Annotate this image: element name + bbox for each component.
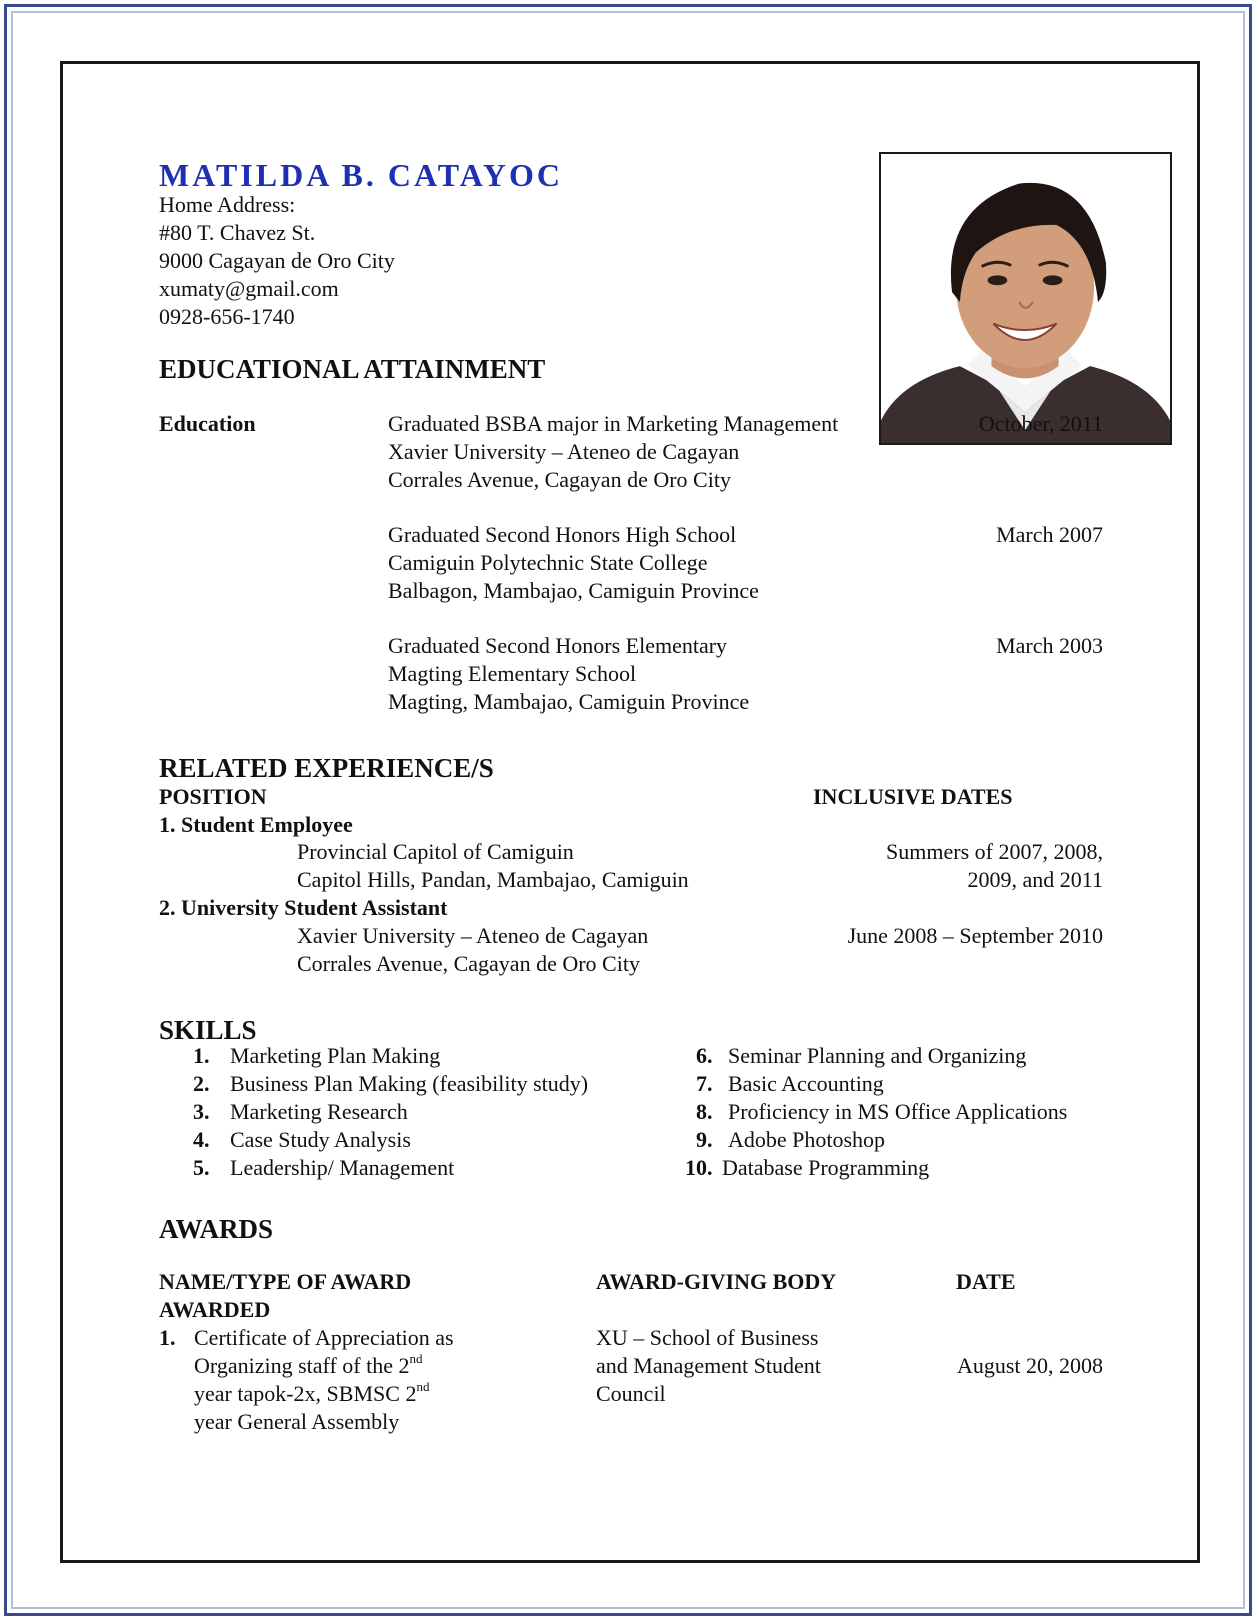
awards-heading: AWARDS — [159, 1214, 274, 1244]
edu-1-date: October, 2011 — [978, 411, 1103, 436]
skill-num: 10. — [685, 1155, 713, 1180]
skill-text: Case Study Analysis — [230, 1127, 411, 1152]
skill-num: 6. — [696, 1043, 713, 1068]
edu-3-line2: Magting Elementary School — [388, 661, 637, 686]
skills-heading: SKILLS — [159, 1015, 257, 1045]
award-1-line4: year General Assembly — [194, 1409, 400, 1434]
award-1-line1: Certificate of Appreciation as — [194, 1325, 454, 1350]
edu-2-line2: Camiguin Polytechnic State College — [388, 550, 708, 575]
education-label: Education — [159, 411, 256, 436]
address-label: Home Address: — [159, 192, 296, 217]
phone: 0928-656-1740 — [159, 304, 295, 329]
exp-1-date2: 2009, and 2011 — [967, 867, 1103, 892]
experience-heading: RELATED EXPERIENCE/S — [159, 753, 494, 783]
skill-text: Basic Accounting — [728, 1071, 884, 1096]
exp-1-line2: Capitol Hills, Pandan, Mambajao, Camiguin — [297, 867, 689, 892]
edu-2-line1: Graduated Second Honors High School — [388, 522, 737, 547]
email: xumaty@gmail.com — [159, 276, 339, 301]
skill-text: Proficiency in MS Office Applications — [728, 1099, 1068, 1124]
skill-num: 5. — [193, 1155, 210, 1180]
skill-num: 7. — [696, 1071, 713, 1096]
award-1-line3: year tapok-2x, SBMSC 2nd — [194, 1378, 430, 1406]
edu-1-line2: Xavier University – Ateneo de Cagayan — [388, 439, 740, 464]
education-heading: EDUCATIONAL ATTAINMENT — [159, 354, 546, 384]
skill-num: 8. — [696, 1099, 713, 1124]
profile-portrait-image — [881, 154, 1170, 443]
skill-text: Marketing Plan Making — [230, 1043, 441, 1068]
position-column-header: POSITION — [159, 784, 267, 809]
award-1-num: 1. — [159, 1325, 176, 1350]
address-line1: #80 T. Chavez St. — [159, 220, 316, 245]
skill-text: Business Plan Making (feasibility study) — [230, 1071, 589, 1096]
award-body-column-header: AWARD-GIVING BODY — [596, 1269, 837, 1294]
applicant-name: MATILDA B. CATAYOC — [159, 157, 563, 193]
award-date-column-header: DATE — [956, 1269, 1016, 1294]
skill-text: Seminar Planning and Organizing — [728, 1043, 1027, 1068]
skill-num: 1. — [193, 1043, 210, 1068]
skill-text: Leadership/ Management — [230, 1155, 455, 1180]
exp-1-date1: Summers of 2007, 2008, — [886, 839, 1103, 864]
award-1-line2: Organizing staff of the 2nd — [194, 1350, 423, 1378]
skill-text: Adobe Photoshop — [728, 1127, 886, 1152]
award-1-body3: Council — [596, 1381, 666, 1406]
edu-2-line3: Balbagon, Mambajao, Camiguin Province — [388, 578, 759, 603]
skill-num: 9. — [696, 1127, 713, 1152]
skill-num: 4. — [193, 1127, 210, 1152]
skill-text: Database Programming — [722, 1155, 930, 1180]
award-1-body2: and Management Student — [596, 1353, 821, 1378]
edu-3-date: March 2003 — [996, 633, 1103, 658]
exp-1-line1: Provincial Capitol of Camiguin — [297, 839, 574, 864]
exp-2-line1: Xavier University – Ateneo de Cagayan — [297, 923, 649, 948]
skill-text: Marketing Research — [230, 1099, 408, 1124]
exp-1-title: 1. Student Employee — [159, 812, 353, 837]
edu-3-line1: Graduated Second Honors Elementary — [388, 633, 728, 658]
exp-2-title: 2. University Student Assistant — [159, 895, 448, 920]
profile-photo — [879, 152, 1172, 445]
edu-2-date: March 2007 — [996, 522, 1103, 547]
address-line2: 9000 Cagayan de Oro City — [159, 248, 395, 273]
edu-3-line3: Magting, Mambajao, Camiguin Province — [388, 689, 750, 714]
exp-2-line2: Corrales Avenue, Cagayan de Oro City — [297, 951, 640, 976]
award-1-date: August 20, 2008 — [956, 1353, 1103, 1378]
exp-2-date1: June 2008 – September 2010 — [847, 923, 1103, 948]
award-name-column-header: NAME/TYPE OF AWARD — [159, 1269, 412, 1294]
award-1-body1: XU – School of Business — [596, 1325, 819, 1350]
resume-page — [60, 61, 1200, 1563]
edu-1-line3: Corrales Avenue, Cagayan de Oro City — [388, 467, 731, 492]
skill-num: 2. — [193, 1071, 210, 1096]
skill-num: 3. — [193, 1099, 210, 1124]
edu-1-line1: Graduated BSBA major in Marketing Management — [388, 411, 839, 436]
dates-column-header: INCLUSIVE DATES — [813, 784, 1013, 809]
award-name-column-header-2: AWARDED — [159, 1297, 271, 1322]
